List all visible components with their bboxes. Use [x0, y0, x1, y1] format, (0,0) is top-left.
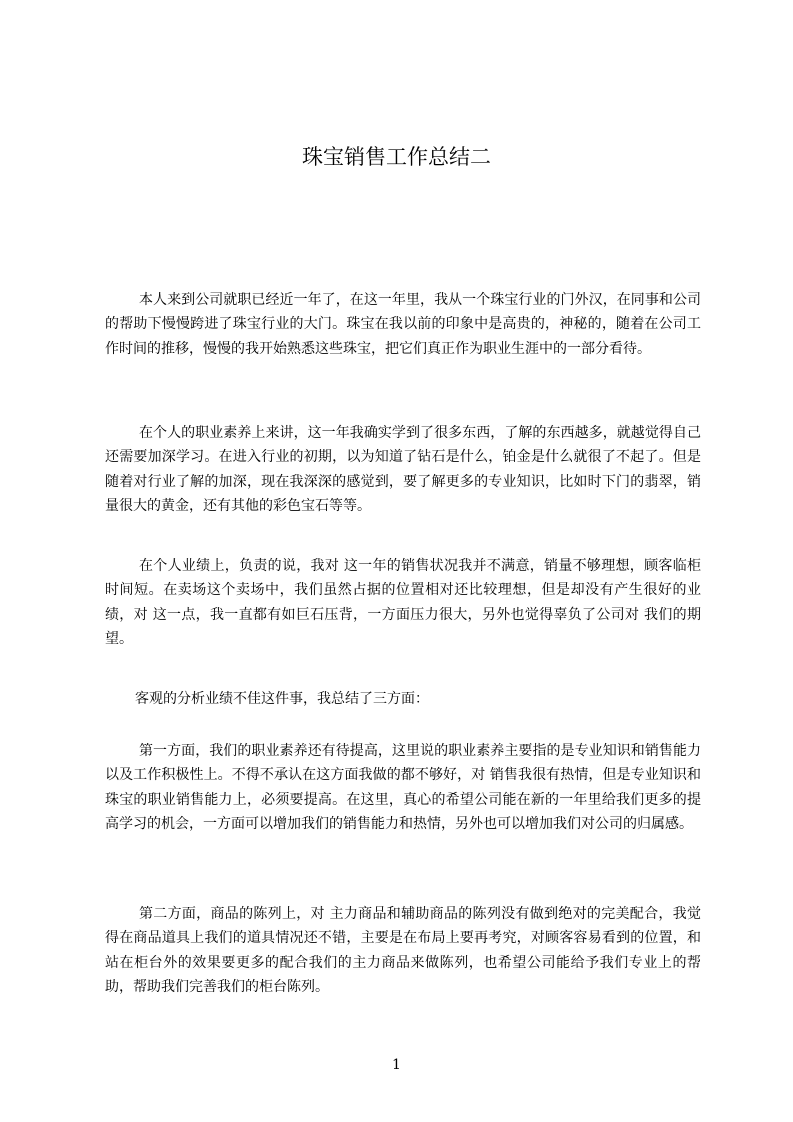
paragraph-first-aspect: 第一方面，我们的职业素养还有待提高，这里说的职业素养主要指的是专业知识和销售能力以及工作积极性上。不得不承认在这方面我做的都不够好，对 销售我很有热情，但是专业知识和珠宝的职业销售能力上，必须要提高。在这里，真心的希望公司能在新的一年里给我们更多的提高学习的机会，一方面可以增加我们的销售能力和热情，另外也可以增加我们对公司的归属感。	[105, 743, 701, 832]
paragraph-intro: 本人来到公司就职已经近一年了，在这一年里，我从一个珠宝行业的门外汉，在同事和公司的帮助下慢慢跨进了珠宝行业的大门。珠宝在我以前的印象中是高贵的，神秘的，随着在公司工作时间的推移，慢慢的我开始熟悉这些珠宝，把它们真正作为职业生涯中的一部分看待。	[105, 292, 701, 357]
document-title: 珠宝销售工作总结二	[302, 145, 491, 169]
page-number: 1	[392, 1057, 401, 1073]
paragraph-performance: 在个人业绩上，负责的说，我对 这一年的销售状况我并不满意，销量不够理想，顾客临柜时间短。在卖场这个卖场中，我们虽然占据的位置相对还比较理想，但是却没有产生很好的业绩，对 这一点，我一直都有如巨石压背，一方面压力很大，另外也觉得辜负了公司对 我们的期望。	[105, 558, 701, 647]
paragraph-second-aspect: 第二方面，商品的陈列上，对 主力商品和辅助商品的陈列没有做到绝对的完美配合，我觉得在商品道具上我们的道具情况还不错，主要是在布局上要再考究，对顾客容易看到的位置，和站在柜台外的效果要更多的配合我们的主力商品来做陈列，也希望公司能给予我们专业上的帮助，帮助我们完善我们的柜台陈列。	[105, 906, 701, 995]
paragraph-professional-quality: 在个人的职业素养上来讲，这一年我确实学到了很多东西，了解的东西越多，就越觉得自己还需要加深学习。在进入行业的初期，以为知道了钻石是什么，铂金是什么就很了不起了。但是随着对行业了解的加深，现在我深深的感觉到，要了解更多的专业知识，比如时下门的翡翠，销量很大的黄金，还有其他的彩色宝石等等。	[105, 425, 701, 514]
paragraph-analysis-intro: 客观的分析业绩不佳这件事，我总结了三方面：	[135, 691, 429, 707]
